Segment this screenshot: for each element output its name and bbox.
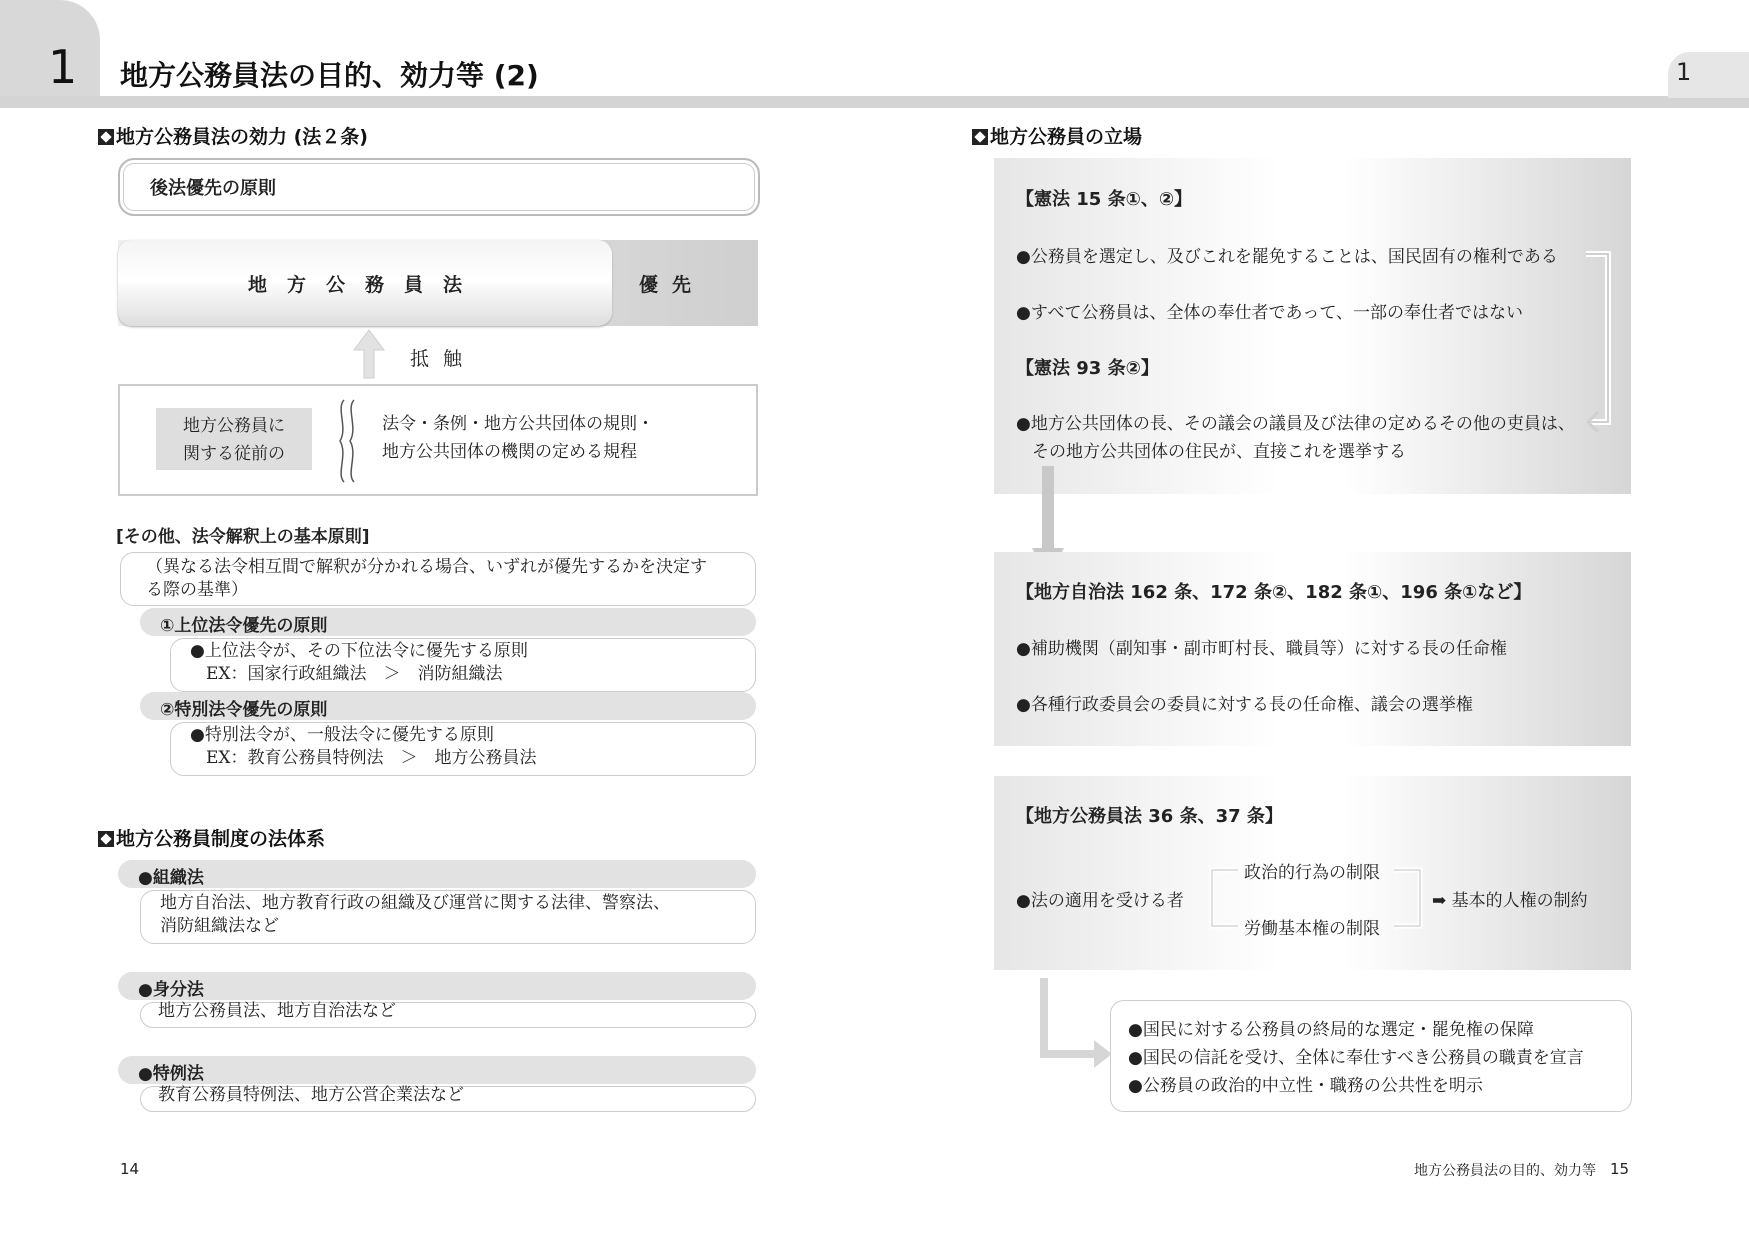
description-text: （異なる法令相互間で解釈が分かれる場合、いずれが優先するかを決定す る際の基準） (146, 557, 707, 600)
panel2-bullet2: ●各種行政委員会の委員に対する長の任命権、議会の選挙権 (1016, 695, 1473, 715)
summary-list (1128, 1016, 1584, 1100)
system-item-2-title: ●身分法 (138, 980, 204, 1000)
system-item-2-text: 地方公務員法、地方自治法など (158, 1001, 396, 1021)
principle-2-text: ●特別法令が、一般法令に優先する原則 EX：教育公務員特例法 ＞ 地方公務員法 (190, 725, 537, 768)
priority-label: 優先 (638, 274, 705, 296)
summary-item: ●公務員の政治的中立性・職務の公共性を明示 (1128, 1076, 1483, 1096)
elbow-arrow-icon (1036, 976, 1116, 1076)
brace-icon (334, 398, 364, 484)
old-rules-text: 法令・条例・地方公共団体の規則・ 地方公共団体の機関の定める規程 (382, 414, 654, 462)
summary-item: ●国民に対する公務員の終局的な選定・罷免権の保障 (1128, 1020, 1534, 1040)
right-chapter-number: 1 (1676, 58, 1692, 86)
principle-label: 後法優先の原則 (150, 178, 276, 199)
other-principles-heading: [その他、法令解釈上の基本原則] (116, 527, 370, 547)
panel3-head: 【地方公務員法 36 条、37 条】 (1016, 806, 1283, 827)
panel3-subject: ●法の適用を受ける者 (1016, 891, 1184, 911)
system-item-3-text: 教育公務員特例法、地方公営企業法など (158, 1085, 464, 1105)
principle-2-title: ②特別法令優先の原則 (160, 700, 328, 720)
panel3-result: ➡ 基本的人権の制約 (1432, 891, 1588, 911)
panel1-bullet2: ●すべて公務員は、全体の奉仕者であって、一部の奉仕者ではない (1016, 303, 1523, 323)
system-item-1-bar (118, 860, 756, 888)
principle-1-text: ●上位法令が、その下位法令に優先する原則 EX：国家行政組織法 ＞ 消防組織法 (190, 641, 528, 684)
header-bar (0, 96, 1749, 108)
summary-item: ●国民の信託を受け、全体に奉仕すべき公務員の職責を宣言 (1128, 1048, 1584, 1068)
panel1-bullet1: ●公務員を選定し、及びこれを罷免することは、国民固有の権利である (1016, 247, 1558, 267)
conflict-label: 抵触 (410, 348, 477, 370)
up-arrow-icon (352, 328, 386, 380)
panel3-limit2: 労働基本権の制限 (1244, 919, 1380, 939)
diamond-icon (98, 129, 114, 145)
right-section-heading: 地方公務員の立場 (972, 122, 1142, 149)
panel2-bullet1: ●補助機関（副知事・副市町村長、職員等）に対する長の任命権 (1016, 639, 1507, 659)
bracket-arrow-icon (1584, 250, 1614, 436)
panel1-head1: 【憲法 15 条①、②】 (1016, 189, 1193, 210)
diamond-icon (972, 129, 988, 145)
footer-title: 地方公務員法の目的、効力等 (1414, 1163, 1596, 1179)
law-name: 地方公務員法 (247, 274, 482, 296)
old-rules-label: 地方公務員に 関する従前の (183, 416, 285, 464)
system-item-1-title: ●組織法 (138, 868, 204, 888)
effect-section-heading: 地方公務員法の効力 (法２条) (98, 122, 368, 149)
system-item-2-bar (118, 972, 756, 1000)
system-item-3-bar (118, 1056, 756, 1084)
panel3-limit1: 政治的行為の制限 (1244, 863, 1380, 883)
principle-1-title: ①上位法令優先の原則 (160, 616, 328, 636)
page-number-left: 14 (120, 1160, 140, 1178)
panel1-head2: 【憲法 93 条②】 (1016, 358, 1159, 379)
page-number-right: 15 (1610, 1160, 1630, 1178)
system-section-heading: 地方公務員制度の法体系 (98, 824, 325, 851)
chapter-number: 1 (48, 40, 78, 94)
system-item-1-text: 地方自治法、地方教育行政の組織及び運営に関する法律、警察法、 消防組織法など (160, 893, 670, 936)
panel2-head: 【地方自治法 162 条、172 条②、182 条①、196 条①など】 (1016, 582, 1532, 603)
page-title: 地方公務員法の目的、効力等 (2) (120, 59, 539, 92)
system-item-3-title: ●特例法 (138, 1064, 204, 1084)
right-arrow-icon: ➡ (1432, 891, 1447, 911)
panel1-bullet3: ●地方公共団体の長、その議会の議員及び法律の定めるその他の吏員は、 その地方公共団体の住民が、直接これを選挙する (1016, 414, 1575, 462)
diamond-icon (98, 831, 114, 847)
